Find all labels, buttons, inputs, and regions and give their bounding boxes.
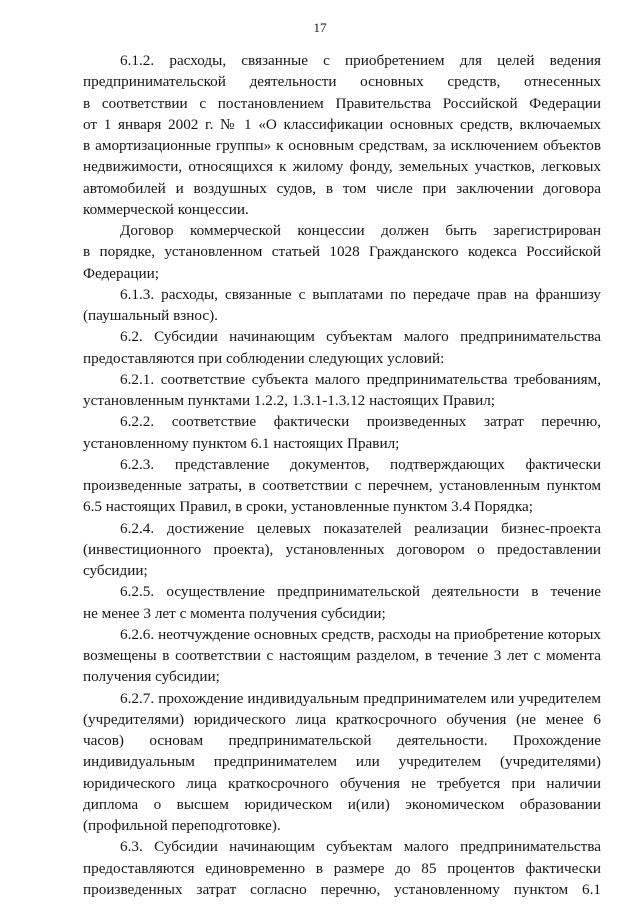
page-number: 17 [313,20,327,35]
text-line: Договор коммерческой концессии должен быть зарегистрирован [120,222,601,239]
text-line: предпринимательской деятельности основных средств, отнесенных [83,73,601,91]
text-line: предоставляются при соблюдении следующих условий: [83,349,445,367]
text-line: коммерческой концессии. [83,200,249,218]
text-line: в соответствии с постановлением Правительства Российской Федерации [83,94,601,112]
paragraph [83,624,601,688]
text-line: в порядке, установленном статьей 1028 Гражданского кодекса Российской [83,243,601,261]
text-line: юридического лица краткосрочного обучения не требуется при наличии [83,774,601,792]
document-body [83,50,601,900]
text-line: от 1 января 2002 г. № 1 «О классификации основных средств, включаемых [83,115,601,133]
text-line: недвижимости, относящихся к жилому фонду, земельных участков, легковых [83,158,601,176]
text-line: в амортизационные группы» к основным средствам, за исключением объектов [83,137,601,154]
text-line: 6.2.5. осуществление предпринимательской деятельности в течение [120,583,601,601]
paragraph [83,369,601,412]
paragraph [83,454,601,518]
text-line: возмещены в соответствии с настоящим разделом, в течение 3 лет с момента [83,647,601,664]
text-line: индивидуальным предпринимателем или учредителем (учредителями) [83,753,601,771]
text-line: 6.3. Субсидии начинающим субъектам малого предпринимательства [120,838,601,856]
text-line: произведенных затрат согласно перечню, установленному пунктом 6.1 [83,880,601,898]
paragraph [83,50,601,220]
text-line: часов) основам предпринимательской деятельности. Прохождение [83,732,601,749]
paragraph [83,284,601,327]
paragraph [83,411,601,454]
text-line: диплома о высшем юридическом и(или) экономическом образовании [83,795,601,813]
text-line: (паушальный взнос). [83,307,218,324]
text-line: (профильной переподготовке). [83,817,281,834]
paragraph [83,836,601,900]
text-line: установленному пунктом 6.1 настоящих Правил; [83,434,400,452]
text-line: предоставляются единовременно в размере до 85 процентов фактически [83,859,601,877]
text-line: 6.5 настоящих Правил, в сроки, установленные пунктом 3.4 Порядка; [83,498,533,516]
text-line: установленным пунктами 1.2.2, 1.3.1-1.3.12 настоящих Правил; [83,392,496,409]
paragraph [83,688,601,837]
text-line: (учредителями) юридического лица краткосрочного обучения (не менее 6 [83,710,601,728]
paragraph [83,581,601,624]
text-line: 6.1.2. расходы, связанные с приобретением для целей ведения [120,52,601,69]
text-line: 6.2.2. соответствие фактически произведенных затрат перечню, [120,413,601,431]
text-line: 6.1.3. расходы, связанные с выплатами по передаче прав на франшизу [120,285,601,303]
paragraph [83,518,601,582]
text-line: 6.2.1. соответствие субъекта малого предпринимательства требованиям, [120,370,601,388]
paragraph [83,326,601,369]
text-line: 6.2.6. неотчуждение основных средств, расходы на приобретение которых [120,625,601,643]
text-line: автомобилей и воздушных судов, в том числе при заключении договора [83,179,601,197]
text-line: не менее 3 лет с момента получения субсидии; [83,604,386,622]
text-line: получения субсидии; [83,668,220,686]
text-line: 6.2. Субсидии начинающим субъектам малого предпринимательства [120,328,601,346]
text-line: (инвестиционного проекта), установленных договором о предоставлении [83,540,601,558]
text-line: 6.2.7. прохождение индивидуальным предпринимателем или учредителем [120,689,601,707]
paragraph [83,220,601,284]
text-line: 6.2.3. представление документов, подтверждающих фактически [120,455,601,473]
text-line: Федерации; [83,264,159,282]
text-line: 6.2.4. достижение целевых показателей реализации бизнес-проекта [120,519,601,537]
text-line: субсидии; [83,562,148,579]
text-line: произведенные затраты, в соответствии с перечнем, установленным пунктом [83,477,601,494]
